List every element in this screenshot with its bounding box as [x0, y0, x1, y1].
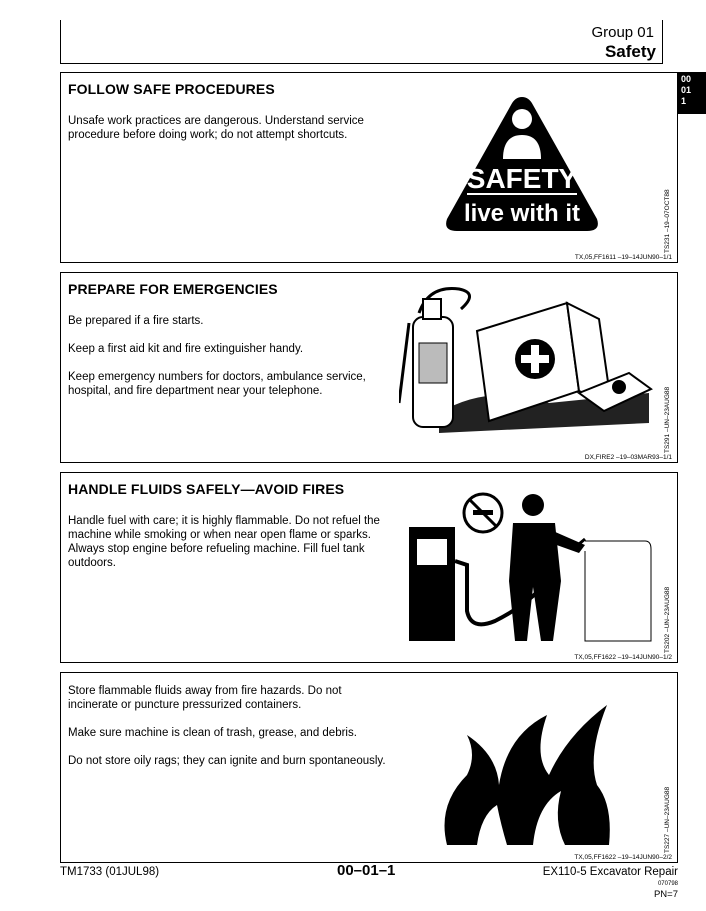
figure-side-code: TS202 –UN–23AUG88 [664, 586, 671, 653]
panel-title: FOLLOW SAFE PROCEDURES [68, 81, 275, 97]
panel-flammable-storage [60, 672, 678, 863]
paragraph: Do not store oily rags; they can ignite and burn spontaneously. [68, 755, 386, 767]
figure-side-code: TS231 –19–07OCT88 [664, 189, 671, 253]
paragraph: Store flammable fluids away from fire hazards. Do not incinerate or puncture pressurized containers. [68, 685, 342, 711]
safety-triangle-icon [437, 91, 607, 236]
flame-icon [437, 695, 627, 845]
paragraph: Be prepared if a fire starts. [68, 315, 204, 327]
figure-side-code: TS227 –UN–23AUG88 [664, 786, 671, 853]
figure-code: TX,05,FF1622 –19–14JUN90–1/2 [574, 654, 672, 661]
figure-code: DX,FIRE2 –19–03MAR93–1/1 [584, 454, 672, 461]
tab-line: 1 [681, 96, 687, 106]
footer-code: 070798 [657, 881, 678, 887]
paragraph: Make sure machine is clean of trash, grease, and debris. [68, 727, 357, 739]
panel-safe-procedures [60, 72, 678, 263]
manual-id: TM1733 (01JUL98) [60, 866, 160, 878]
paragraph: Keep a first aid kit and fire extinguisher handy. [68, 343, 304, 355]
tab-line: 01 [681, 85, 692, 95]
panel-title: PREPARE FOR EMERGENCIES [68, 281, 278, 297]
safety-word: SAFETY [466, 163, 578, 194]
group-label: Group 01 [591, 24, 654, 41]
figure-code: TX,05,FF1611 –19–14JUN90–1/1 [574, 254, 672, 261]
panel-handle-fluids [60, 472, 678, 663]
paragraph: Unsafe work practices are dangerous. Understand service procedure before doing work; do not attempt shortcuts. [68, 115, 364, 141]
panel-title: HANDLE FLUIDS SAFELY—AVOID FIRES [68, 481, 345, 497]
panel-emergencies [60, 272, 678, 463]
page-header [60, 20, 663, 64]
fire-extinguisher-first-aid-icon [399, 283, 659, 443]
section-tab [678, 72, 706, 114]
tab-line: 00 [681, 74, 692, 84]
paragraph: Keep emergency numbers for doctors, ambulance service, hospital, and fire department near your telephone. [68, 371, 366, 397]
machine-title: EX110-5 Excavator Repair [542, 866, 678, 878]
figure-side-code: TS291 –UN–23AUG88 [664, 386, 671, 453]
page-number: 00–01–1 [337, 862, 396, 879]
slogan: live with it [463, 200, 581, 227]
section-title: Safety [604, 42, 656, 61]
paragraph: Handle fuel with care; it is highly flammable. Do not refuel the machine while smoking or when near open flame or sparks. Always stop engine before refueling machine. Fill fuel tank outdoors. [68, 515, 380, 569]
refueling-no-smoking-icon [405, 491, 655, 651]
pn-label: PN=7 [653, 889, 678, 900]
figure-code: TX,05,FF1622 –19–14JUN90–2/2 [574, 854, 672, 861]
